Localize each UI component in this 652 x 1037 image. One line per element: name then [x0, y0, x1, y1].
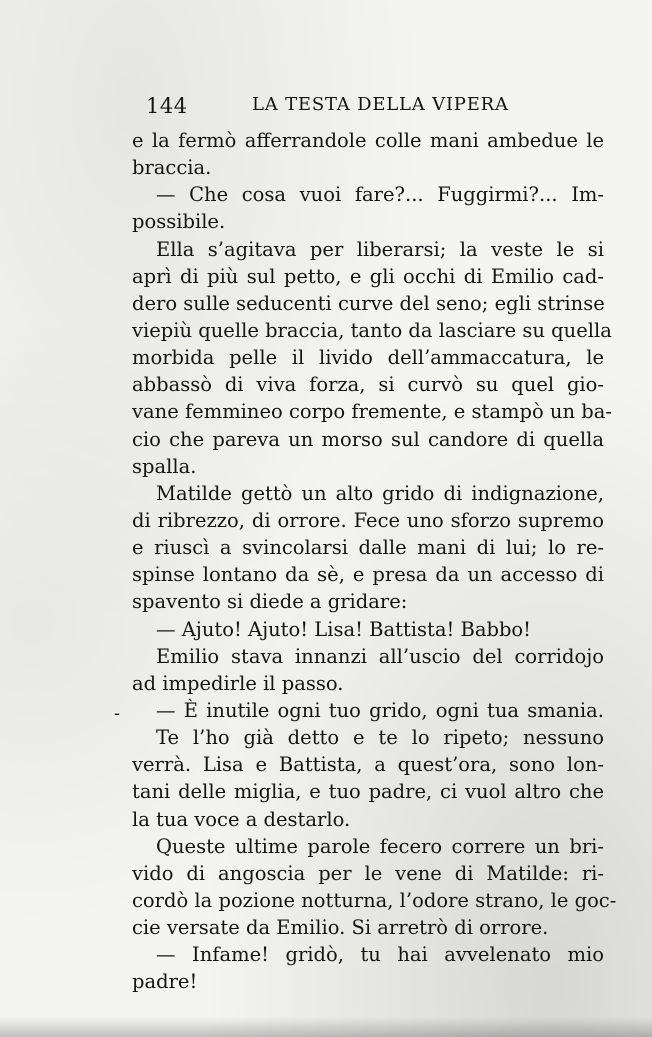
text-line: cordò la pozione notturna, l’odore strano, le goc-	[132, 888, 617, 912]
text-line: padre!	[132, 970, 198, 994]
text-line: viepiù quelle braccia, tanto da lasciare su quella	[132, 318, 612, 342]
text-line: tani delle miglia, e tuo padre, ci vuol altro che	[132, 780, 604, 804]
text-line: Emilio stava innanzi all’uscio del corridojo	[156, 644, 604, 668]
text-line: — Che cosa vuoi fare?... Fuggirmi?... Im-	[156, 183, 604, 207]
text-line: Matilde gettò un alto grido di indignazione,	[156, 481, 604, 505]
text-line: Te l’ho già detto e te lo ripeto; nessuno	[156, 726, 604, 750]
text-line: Queste ultime parole fecero correre un bri-	[156, 834, 604, 858]
text-line: ad impedirle il passo.	[132, 671, 344, 695]
text-line: — È inutile ogni tuo grido, ogni tua smania.	[156, 698, 604, 722]
text-line: braccia.	[132, 156, 212, 180]
text-line: la tua voce a destarlo.	[132, 807, 351, 831]
text-line: di ribrezzo, di orrore. Fece uno sforzo supremo	[132, 508, 604, 532]
text-line: morbida pelle il livido dell’ammaccatura, le	[132, 346, 604, 370]
text-line: — Ajuto! Ajuto! Lisa! Battista! Babbo!	[156, 617, 532, 641]
text-line: cie versate da Emilio. Si arretrò di orrore.	[132, 916, 549, 940]
text-line: spinse lontano da sè, e presa da un accesso di	[132, 563, 604, 587]
text-line: abbassò di viva forza, si curvò su quel gio-	[132, 373, 604, 397]
page-header	[146, 92, 526, 122]
text-line: — Infame! gridò, tu hai avvelenato mio	[156, 943, 604, 967]
text-line: spavento si diede a gridare:	[132, 590, 408, 614]
text-line: aprì di più sul petto, e gli occhi di Emilio cad-	[132, 264, 604, 288]
text-line: Ella s’agitava per liberarsi; la veste le si	[156, 237, 604, 261]
page-number: 144	[146, 94, 188, 118]
text-line: e riuscì a svincolarsi dalle mani di lui; lo re-	[132, 536, 604, 560]
text-line: vane femmineo corpo fremente, e stampò un ba-	[132, 400, 612, 424]
running-title: LA TESTA DELLA VIPERA	[252, 94, 509, 115]
text-line: spalla.	[132, 454, 197, 478]
text-line: e la fermò afferrandole colle mani ambedue le	[132, 129, 604, 152]
text-line: dero sulle seducenti curve del seno; egli strinse	[132, 291, 605, 315]
body-text	[132, 127, 617, 996]
margin-mark: -	[114, 703, 121, 724]
text-line: verrà. Lisa e Battista, a quest’ora, sono lon-	[132, 753, 604, 777]
text-line: possibile.	[132, 210, 226, 234]
page-shadow	[0, 1017, 652, 1037]
text-line: cio che pareva un morso sul candore di quella	[132, 427, 604, 451]
text-line: vido di angoscia per le vene di Matilde: ri-	[132, 861, 604, 885]
